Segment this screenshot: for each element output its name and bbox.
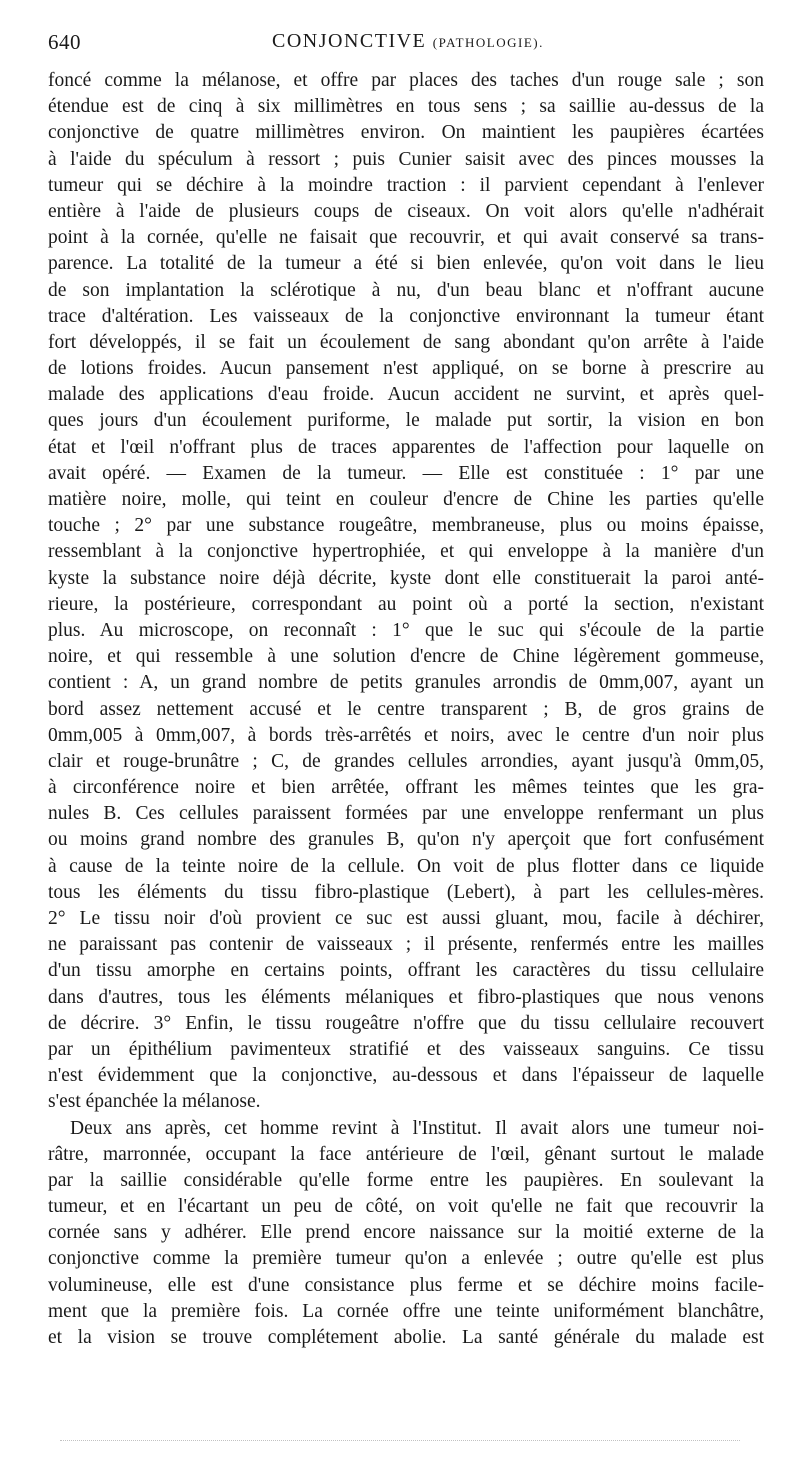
- text-line: kyste la substance noire déjà décrite, kyste dont elle constituerait la paroi anté-: [48, 567, 764, 589]
- text-line: ne paraissant pas contenir de vaisseaux ; il présente, renfermés entre les mailles: [48, 934, 764, 956]
- text-line: trace d'altération. Les vaisseaux de la conjonctive environnant la tumeur étant: [48, 305, 764, 327]
- text-line: tous les éléments du tissu fibro-plastique (Lebert), à part les cellules-mères.: [48, 881, 764, 903]
- text-line: bord assez nettement accusé et le centre transparent ; B, de gros grains de: [48, 698, 764, 720]
- text-line: et la vision se trouve complétement abolie. La santé générale du malade est: [48, 1327, 764, 1348]
- running-title-main: CONJONCTIVE: [272, 30, 427, 52]
- text-line: ment que la première fois. La cornée offre une teinte uniformément blanchâtre,: [48, 1300, 764, 1322]
- text-line: par un épithélium pavimenteux stratifié et des vaisseaux sanguins. Ce tissu: [48, 1038, 764, 1060]
- text-line: s'est épanchée la mélanose.: [48, 1091, 261, 1113]
- text-line: 2° Le tissu noir d'où provient ce suc est aussi gluant, mou, facile à déchirer,: [48, 908, 764, 929]
- text-line: noire, et qui ressemble à une solution d'encre de Chine légèrement gommeuse,: [48, 646, 764, 668]
- text-line: de décrire. 3° Enfin, le tissu rougeâtre n'offre que du tissu cellulaire recouvert: [48, 1012, 764, 1034]
- text-line: à l'aide du spéculum à ressort ; puis Cunier saisit avec des pinces mousses la: [48, 148, 764, 170]
- page-number: 640: [48, 30, 81, 54]
- text-line: conjonctive de quatre millimètres environ. On maintient les paupières écartées: [48, 122, 764, 144]
- text-line: n'est évidemment que la conjonctive, au-dessous et dans l'épaisseur de laquelle: [48, 1065, 764, 1087]
- text-line: par la saillie considérable qu'elle forme entre les paupières. En soulevant la: [48, 1169, 764, 1191]
- text-line: nules B. Ces cellules paraissent formées par une enveloppe renfermant un plus: [48, 803, 764, 825]
- text-line: entière à l'aide de plusieurs coups de ciseaux. On voit alors qu'elle n'adhérait: [48, 200, 764, 222]
- text-line: état et l'œil n'offrant plus de traces apparentes de l'affection pour laquelle on: [48, 436, 764, 458]
- text-line: d'un tissu amorphe en certains points, offrant les caractères du tissu cellulaire: [48, 960, 764, 982]
- paragraph: [48, 1116, 764, 1352]
- text-line: à circonférence noire et bien arrêtée, offrant les mêmes teintes que les gra-: [48, 777, 764, 799]
- text-line: 0mm,005 à 0mm,007, à bords très-arrêtés et noirs, avec le centre d'un noir plus: [48, 724, 764, 746]
- text-line: contient : A, un grand nombre de petits granules arrondis de 0mm,007, ayant un: [48, 672, 764, 694]
- text-line: dans d'autres, tous les éléments mélaniques et fibro-plastiques que nous venons: [48, 986, 764, 1008]
- text-line: cornée sans y adhérer. Elle prend encore naissance sur la moitié externe de la: [48, 1222, 764, 1244]
- text-line: râtre, marronnée, occupant la face antérieure de l'œil, gênant surtout le malade: [48, 1143, 764, 1165]
- text-line: tumeur qui se déchire à la moindre traction : il parvient cependant à l'enlever: [48, 174, 764, 196]
- text-line: avait opéré. — Examen de la tumeur. — Elle est constituée : 1° par une: [48, 462, 764, 484]
- text-line: parence. La totalité de la tumeur a été si bien enlevée, qu'on voit dans le lieu: [48, 253, 764, 275]
- text-line: de son implantation la sclérotique à nu, d'un beau blanc et n'offrant aucune: [48, 279, 764, 301]
- text-line: ressemblant à la conjonctive hypertrophiée, et qui enveloppe à la manière d'un: [48, 541, 764, 563]
- text-line: plus. Au microscope, on reconnaît : 1° que le suc qui s'écoule de la partie: [48, 619, 764, 641]
- text-line: point à la cornée, qu'elle ne faisait que recouvrir, et qui avait conservé sa trans-: [48, 227, 764, 249]
- text-line: à cause de la teinte noire de la cellule. On voit de plus flotter dans ce liquide: [48, 855, 764, 877]
- text-line: conjonctive comme la première tumeur qu'on a enlevée ; outre qu'elle est plus: [48, 1248, 764, 1270]
- text-line: ou moins grand nombre des granules B, qu'on n'y aperçoit que fort confusément: [48, 829, 764, 851]
- running-title: [272, 30, 544, 53]
- running-title-sub: (PATHOLOGIE).: [432, 35, 544, 50]
- text-line: de lotions froides. Aucun pansement n'est appliqué, on se borne à prescrire au: [48, 358, 764, 380]
- text-line: volumineuse, elle est d'une consistance plus ferme et se déchire moins facile-: [48, 1274, 764, 1296]
- text-line: touche ; 2° par une substance rougeâtre, membraneuse, plus ou moins épaisse,: [48, 515, 764, 537]
- text-line: ques jours d'un écoulement puriforme, le malade put sortir, la vision en bon: [48, 410, 764, 432]
- body-text: [48, 68, 764, 1351]
- text-line: malade des applications d'eau froide. Aucun accident ne survint, et après quel-: [48, 384, 764, 406]
- text-line: rieure, la postérieure, correspondant au point où a porté la section, n'existant: [48, 593, 764, 615]
- text-line: fort développés, il se fait un écoulement de sang abondant qu'on arrête à l'aide: [48, 331, 764, 353]
- text-line: matière noire, molle, qui teint en couleur d'encre de Chine les parties qu'elle: [48, 489, 764, 510]
- text-line: foncé comme la mélanose, et offre par places des taches d'un rouge sale ; son: [48, 70, 764, 91]
- text-line: étendue est de cinq à six millimètres en tous sens ; sa saillie au-dessus de la: [48, 96, 764, 118]
- running-header: [48, 30, 762, 58]
- text-line: clair et rouge-brunâtre ; C, de grandes cellules arrondies, ayant jusqu'à 0mm,05,: [48, 750, 764, 772]
- text-line: tumeur, et en l'écartant un peu de côté, on voit qu'elle ne fait que recouvrir la: [48, 1196, 764, 1218]
- text-line: Deux ans après, cet homme revint à l'Institut. Il avait alors une tumeur noi-: [70, 1117, 764, 1139]
- paragraph: [48, 68, 764, 1116]
- footer-marks: [60, 1440, 740, 1445]
